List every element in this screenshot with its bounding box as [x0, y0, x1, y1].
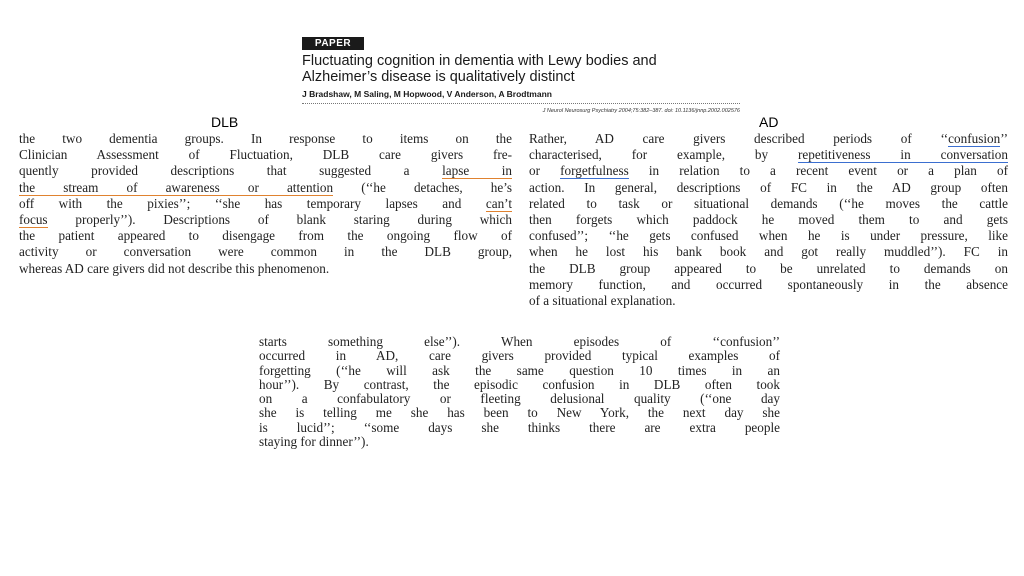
- title-line-2: Alzheimer’s disease is qualitatively distinct: [302, 69, 575, 85]
- text-line: [19, 163, 512, 179]
- highlighted-phrase: confusion: [948, 131, 1001, 146]
- header-divider: [302, 103, 740, 104]
- ad-excerpt: [529, 131, 1008, 309]
- text-line: [529, 131, 1008, 147]
- text-run: (‘‘he detaches, he’s: [333, 179, 513, 195]
- text-line: the DLB group appeared to be unrelated to demands on: [529, 260, 1008, 276]
- text-line: when he lost his bank book and got really muddled’’). FC in: [529, 244, 1008, 260]
- text-line: action. In general, descriptions of FC in the AD group often: [529, 179, 1008, 195]
- text-line: forgetting (‘‘he will ask the same question 10 times in an: [259, 362, 780, 378]
- text-line: [19, 196, 512, 212]
- text-line: the patient appeared to disengage from the ongoing flow of: [19, 228, 512, 244]
- text-line: [19, 212, 512, 228]
- text-line: [529, 163, 1008, 179]
- text-line: [19, 180, 512, 196]
- text-line: of a situational explanation.: [529, 292, 676, 308]
- bottom-excerpt: [259, 335, 780, 449]
- text-run: characterised, for example, by: [529, 147, 799, 163]
- paper-citation: J Neurol Neurosurg Psychiatry 2004;75:382–387. doi: 10.1136/jnnp.2002.002576: [542, 108, 740, 114]
- text-line: whereas AD care givers did not describe this phenomenon.: [19, 260, 330, 276]
- highlighted-phrase: the stream of awareness or attention: [19, 179, 334, 195]
- text-run: off with the pixies’’; ‘‘she has temporary lapses and: [19, 195, 486, 211]
- text-line: starts something else’’). When episodes of ‘‘confusion’’: [259, 334, 780, 349]
- paper-badge: PAPER: [302, 37, 364, 50]
- text-line: occurred in AD, care givers provided typical examples of: [259, 348, 780, 364]
- highlighted-phrase: lapse in: [442, 163, 512, 179]
- dlb-excerpt: [19, 131, 512, 277]
- text-run: or: [529, 163, 561, 179]
- text-line: Clinician Assessment of Fluctuation, DLB care givers fre-: [19, 147, 512, 163]
- text-line: staying for dinner’’).: [259, 434, 369, 450]
- paper-title: [302, 53, 742, 85]
- text-run: Rather, AD care givers described periods of ‘‘: [529, 131, 949, 146]
- highlighted-phrase: repetitiveness in conversation: [798, 147, 1008, 163]
- highlighted-phrase: forgetfulness: [560, 163, 629, 179]
- text-run: quently provided descriptions that suggested a: [19, 163, 443, 179]
- text-line: then forgets which paddock he moved them to and gets: [529, 211, 1008, 227]
- text-line: [529, 147, 1008, 163]
- text-line: memory function, and occurred spontaneously in the absence: [529, 276, 1008, 292]
- dlb-label: DLB: [211, 114, 239, 130]
- text-run: in relation to a recent event or a plan of: [628, 163, 1008, 179]
- title-line-1: Fluctuating cognition in dementia with Lewy bodies and: [302, 53, 657, 69]
- text-line: is lucid’’; ‘‘some days she thinks there are extra people: [259, 419, 780, 435]
- text-run: properly’’). Descriptions of blank staring during which: [47, 211, 512, 227]
- highlighted-phrase: focus: [19, 211, 48, 227]
- text-run: ’’: [1000, 131, 1008, 146]
- text-line: activity or conversation were common in the DLB group,: [19, 244, 512, 260]
- highlighted-phrase: can’t: [485, 195, 512, 211]
- paper-authors: J Bradshaw, M Saling, M Hopwood, V Anderson, A Brodtmann: [302, 89, 552, 99]
- ad-label: AD: [759, 114, 779, 130]
- text-line: she is telling me she has been to New York, the next day she: [259, 405, 780, 421]
- text-line: the two dementia groups. In response to items on the: [19, 131, 512, 146]
- text-line: on a confabulatory or fleeting delusional quality (‘‘one day: [259, 391, 780, 407]
- text-line: related to task or situational demands (‘‘he moves the cattle: [529, 195, 1008, 211]
- text-line: hour’’). By contrast, the episodic confusion in DLB often took: [259, 376, 780, 392]
- text-line: confused’’; ‘‘he gets confused when he is under pressure, like: [529, 228, 1008, 244]
